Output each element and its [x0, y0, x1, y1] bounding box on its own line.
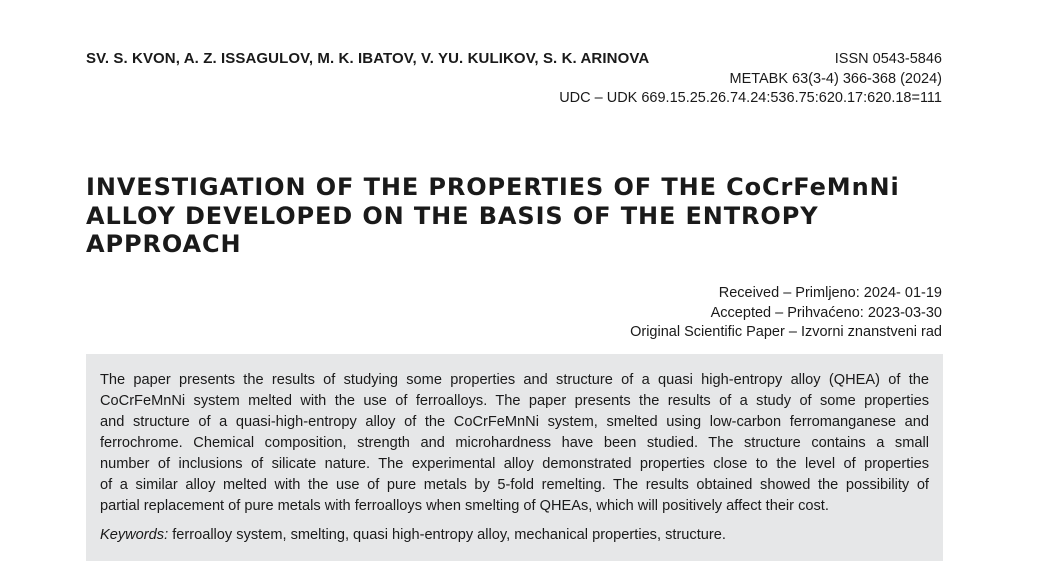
accepted-date: Accepted – Prihvaćeno: 2023-03-30 — [710, 304, 942, 321]
abstract-line: ferrochrome. Chemical composition, strength and microhardness have been studied. The structure contains a small — [100, 435, 929, 451]
paper-title-line: INVESTIGATION OF THE PROPERTIES OF THE CoCrFeMnNi — [86, 173, 900, 201]
keywords-label: Keywords: — [100, 527, 169, 543]
paper-title-line: ALLOY DEVELOPED ON THE BASIS OF THE ENTROPY — [86, 201, 819, 230]
abstract-line: of a similar alloy melted with the use of pure metals by 5-fold remelting. The results obtained showed the possibility of — [100, 477, 929, 493]
abstract-line: CoCrFeMnNi system melted with the use of ferroalloys. The paper presents the results of a study of some properties — [100, 393, 929, 409]
issn-number: ISSN 0543-5846 — [834, 51, 942, 67]
paper-type: Original Scientific Paper – Izvorni znanstveni rad — [630, 324, 942, 340]
keywords — [100, 525, 929, 546]
abstract-line: The paper presents the results of studying some properties and structure of a quasi high-entropy alloy (QHEA) of the — [100, 372, 929, 388]
abstract-text — [100, 370, 929, 517]
paper-title-line: APPROACH — [86, 230, 242, 258]
udc-classification: UDC – UDK 669.15.25.26.74.24:536.75:620.17:620.18=111 — [559, 90, 942, 106]
publication-metadata — [559, 50, 942, 109]
received-date: Received – Primljeno: 2024- 01-19 — [718, 285, 942, 301]
abstract-line: partial replacement of pure metals with ferroalloys when smelting of QHEAs, which will positively affect their cost. — [100, 498, 829, 514]
abstract-box — [86, 354, 943, 561]
abstract-line: number of inclusions of silicate nature. The experimental alloy demonstrated properties close to the level of properties — [100, 456, 929, 472]
abstract-line: and structure of a quasi-high-entropy alloy of the CoCrFeMnNi system, smelted using low-carbon ferromanganese and — [100, 414, 929, 430]
journal-citation: METABK 63(3-4) 366-368 (2024) — [729, 70, 942, 87]
paper-title — [86, 173, 946, 259]
submission-dates — [630, 284, 942, 343]
author-list: SV. S. KVON, A. Z. ISSAGULOV, M. K. IBATOV, V. YU. KULIKOV, S. K. ARINOVA — [86, 50, 650, 67]
keywords-list: ferroalloy system, smelting, quasi high-entropy alloy, mechanical properties, structure. — [168, 527, 726, 543]
